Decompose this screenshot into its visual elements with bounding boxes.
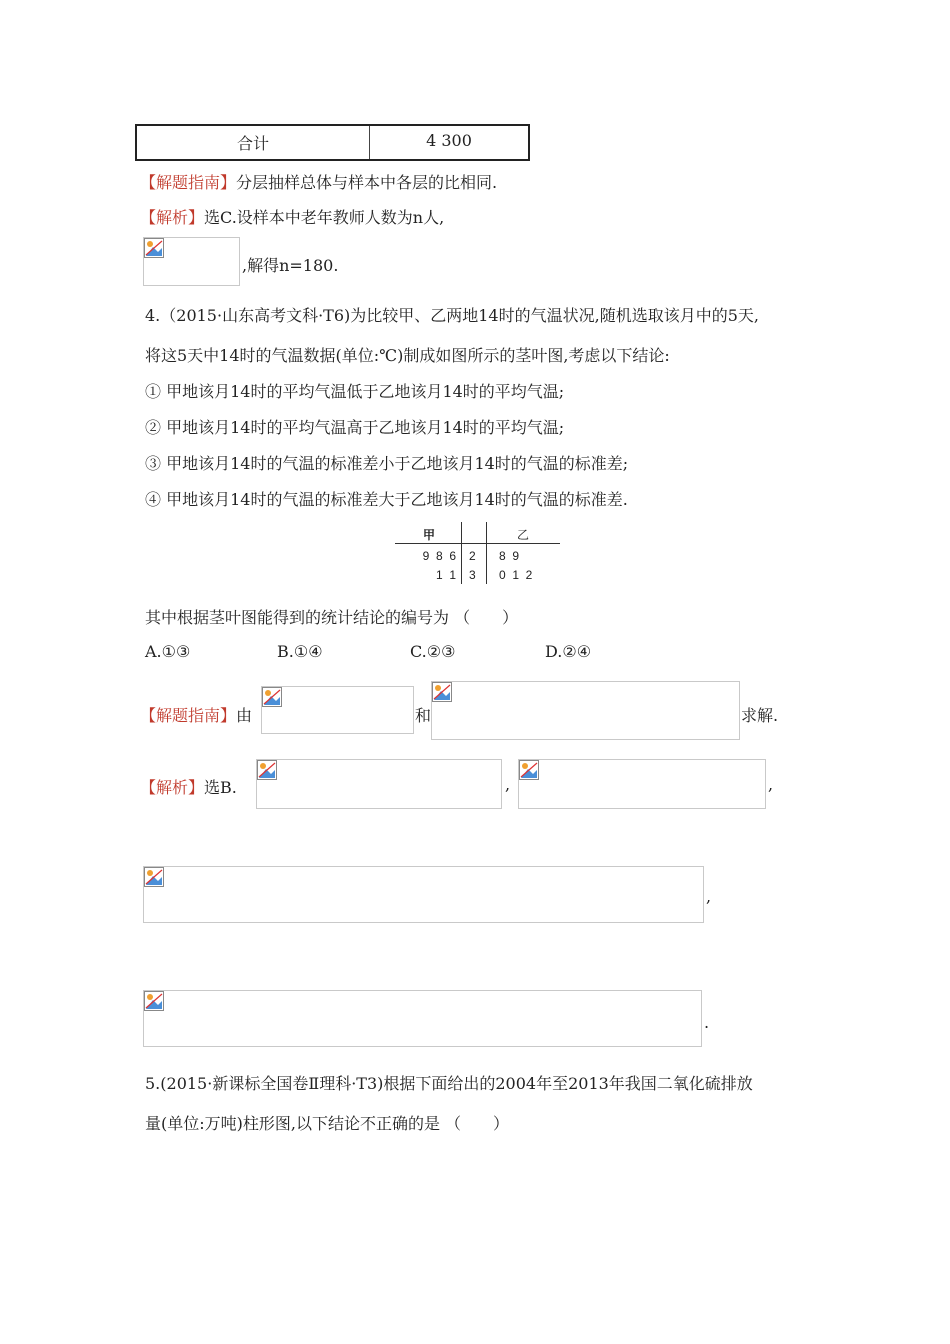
left-leaves-row-2: 1 1 — [435, 568, 456, 582]
separator-comma: , — [706, 887, 712, 906]
broken-image-icon — [144, 991, 164, 1011]
guide-tag: 【解题指南】 — [140, 706, 237, 725]
q3-guide-line — [140, 170, 497, 193]
final-period: . — [704, 1013, 710, 1032]
left-leaves-row-1: 9 8 6 — [422, 549, 456, 563]
left-header: 甲 — [423, 528, 436, 542]
left-vertical-line — [461, 522, 462, 584]
q4-question: 其中根据茎叶图能得到的统计结论的编号为 （ ） — [145, 608, 519, 627]
guide-tag: 【解题指南】 — [140, 173, 237, 192]
analysis-text: 选C.设样本中老年教师人数为n人, — [204, 208, 445, 227]
option-b: B.①④ — [277, 642, 323, 661]
broken-image-icon — [432, 682, 452, 702]
formula-image-placeholder — [143, 866, 704, 923]
q4-analysis-start — [140, 775, 237, 798]
broken-image-icon — [257, 760, 277, 780]
broken-image-icon — [519, 760, 539, 780]
formula-image-placeholder — [261, 686, 414, 734]
stem-leaf-diagram — [395, 522, 560, 584]
header-rule — [395, 543, 560, 544]
guide-pre: 由 — [236, 706, 253, 725]
formula-image-placeholder — [431, 681, 740, 740]
q4-line-1: 4.（2015·山东高考文科·T6)为比较甲、乙两地14时的气温状况,随机选取该月中的5天, — [145, 306, 759, 325]
q3-result: ,解得n=180. — [242, 256, 339, 275]
analysis-tag: 【解析】 — [140, 208, 205, 227]
formula-image-placeholder — [143, 237, 240, 286]
q3-analysis-line — [140, 205, 444, 228]
stem-row-2: 3 — [469, 568, 476, 582]
q4-guide-start — [140, 703, 252, 726]
analysis-tag: 【解析】 — [140, 778, 205, 797]
right-leaves-row-1: 8 9 — [499, 549, 520, 563]
formula-image-placeholder — [143, 990, 702, 1047]
q4-line-2: 将这5天中14时的气温数据(单位:℃)制成如图所示的茎叶图,考虑以下结论: — [145, 346, 670, 365]
separator-comma: , — [505, 775, 511, 794]
right-vertical-line — [486, 522, 487, 584]
right-leaves-row-2: 0 1 2 — [499, 568, 533, 582]
q4-item-4: ④ 甲地该月14时的气温的标准差大于乙地该月14时的气温的标准差. — [145, 490, 628, 509]
right-header: 乙 — [517, 528, 530, 542]
broken-image-icon — [144, 867, 164, 887]
guide-post: 求解. — [741, 706, 779, 725]
total-value: 4 300 — [426, 131, 472, 150]
separator-comma: , — [768, 775, 774, 794]
q4-item-2: ② 甲地该月14时的平均气温高于乙地该月14时的平均气温; — [145, 418, 565, 437]
q5-line-2: 量(单位:万吨)柱形图,以下结论不正确的是 （ ） — [145, 1114, 510, 1133]
q5-line-1: 5.(2015·新课标全国卷Ⅱ理科·T3)根据下面给出的2004年至2013年我国二氧化硫排放 — [145, 1074, 753, 1093]
option-d: D.②④ — [545, 642, 592, 661]
guide-text: 分层抽样总体与样本中各层的比相同. — [236, 173, 498, 192]
option-a: A.①③ — [145, 642, 191, 661]
broken-image-icon — [262, 687, 282, 707]
formula-image-placeholder — [518, 759, 766, 809]
total-row-table — [135, 124, 530, 161]
q4-item-3: ③ 甲地该月14时的气温的标准差小于乙地该月14时的气温的标准差; — [145, 454, 629, 473]
q4-item-1: ① 甲地该月14时的平均气温低于乙地该月14时的平均气温; — [145, 382, 565, 401]
broken-image-icon — [144, 238, 164, 258]
stem-row-1: 2 — [469, 549, 476, 563]
option-c: C.②③ — [410, 642, 456, 661]
guide-mid: 和 — [415, 706, 432, 725]
formula-image-placeholder — [256, 759, 502, 809]
total-label: 合计 — [236, 134, 269, 153]
analysis-text: 选B. — [204, 778, 237, 797]
